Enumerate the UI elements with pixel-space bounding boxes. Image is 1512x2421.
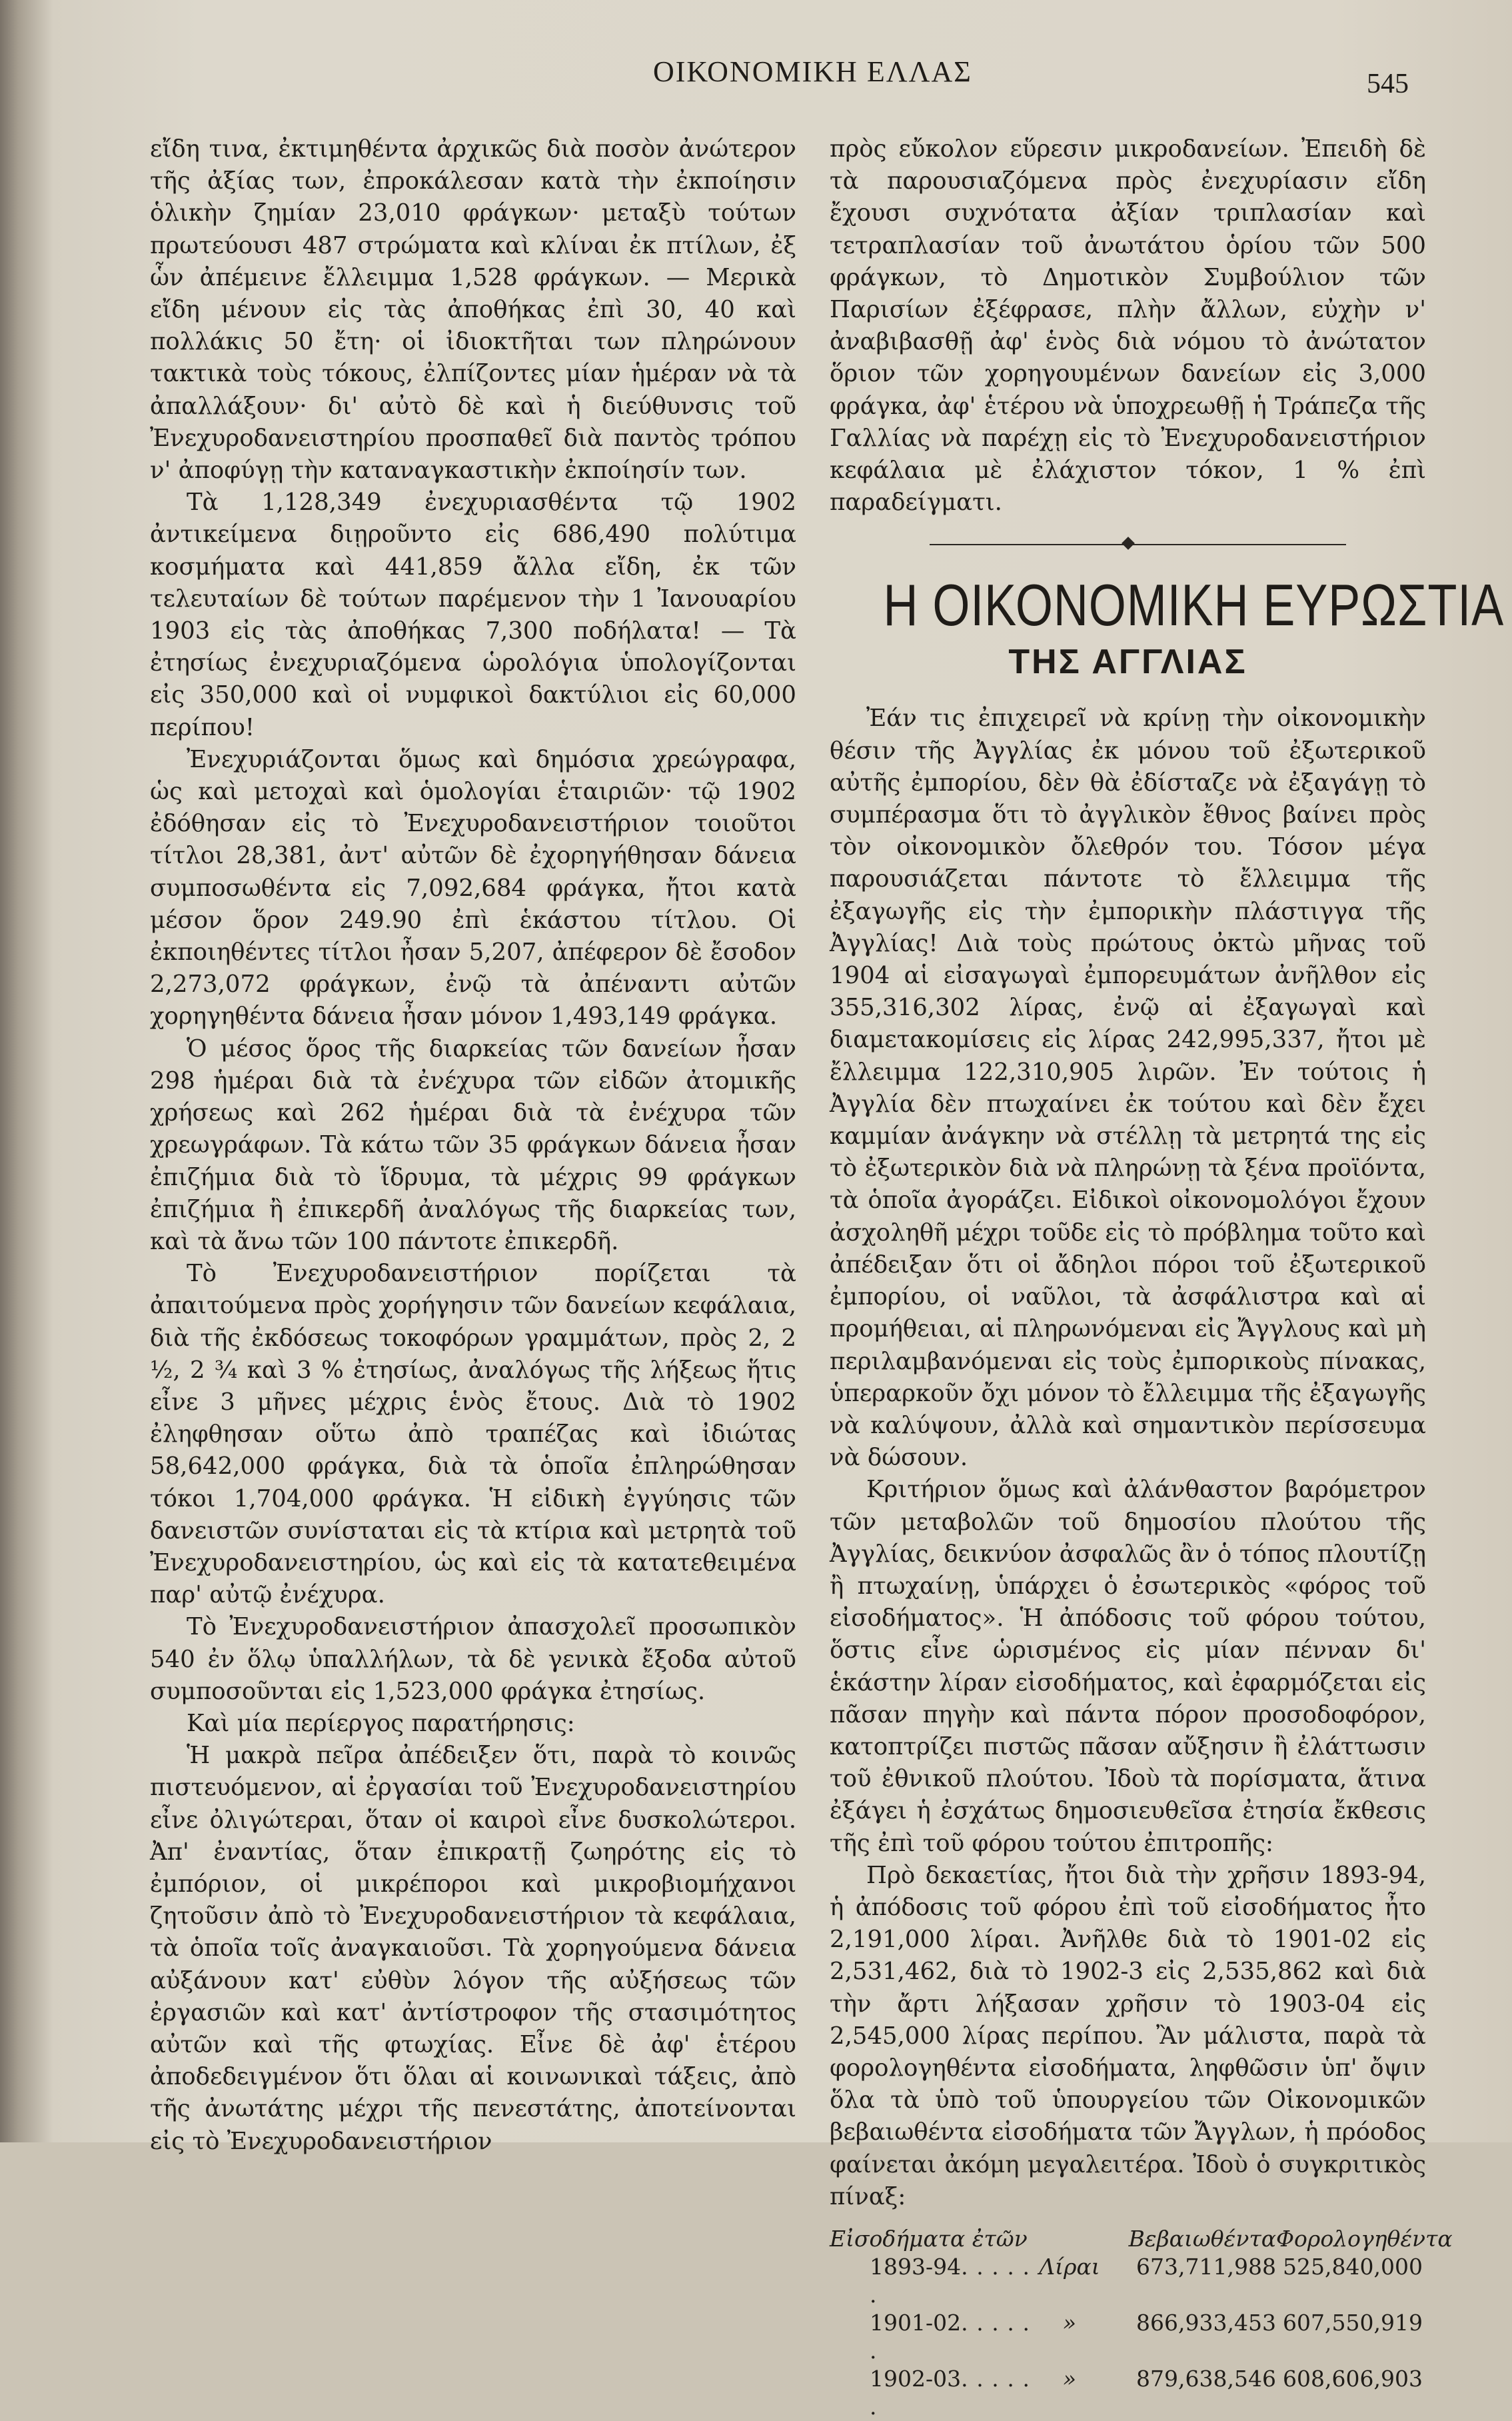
table-cell: Λίραι [1039, 2253, 1100, 2280]
table-cell: » [1062, 2365, 1077, 2392]
table-cell: 608,606,903 [1283, 2365, 1423, 2392]
paragraph: εἴδη τινα, ἐκτιμηθέντα ἀρχικῶς διὰ ποσὸν ἀνώτερον τῆς ἀξίας των, ἐπροκάλεσαν κατὰ τὴν ἐκποίησιν ὁλικὴν ζημίαν 23,010 φράγκων· μεταξὺ τούτων πρωτεύουσι 487 στρώματα καὶ κλίναι ἐκ πτίλων, ἐξ ὧν ἀπέμεινε ἔλλειμμα 1,528 φράγκων. — Μερικὰ εἴδη μένουν εἰς τὰς ἀποθήκας ἐπὶ 30, 40 καὶ πολλάκις 50 ἔτη· οἱ ἰδιοκτῆται των πληρώνουν τακτικὰ τοὺς τόκους, ἐλπίζοντες μίαν ἡμέραν νὰ τὰ ἀπαλλάξουν· δι' αὐτὸ δὲ καὶ ἡ διεύθυνσις τοῦ Ἐνεχυροδανειστηρίου προσπαθεῖ διὰ παντὸς τρόπου ν' ἀποφύγῃ τὴν καταναγκαστικὴν ἐκποίησίν των. [150, 135, 796, 485]
table-row [830, 2253, 1426, 2309]
table-header-row [830, 2225, 1453, 2253]
table-cell: 1901-02. . . . . . [870, 2309, 1030, 2364]
paragraph: Τὸ Ἐνεχυροδανειστήριον πορίζεται τὰ ἀπαιτούμενα πρὸς χορήγησιν τῶν δανείων κεφάλαια, διὰ τῆς ἐκδόσεως τοκοφόρων γραμμάτων, πρὸς 2, 2 ½, 2 ¾ καὶ 3 % ἐτησίως, ἀναλόγως τῆς λήξεως ἥτις εἶνε 3 μῆνες μέχρις ἑνὸς ἔτους. Διὰ τὸ 1902 ἐληφθησαν οὕτω ἀπὸ τραπέζας καὶ ἰδιώτας 58,642,000 φράγκα, διὰ τὰ ὁποῖα ἐπληρώθησαν τόκοι 1,704,000 φράγκα. Ἡ εἰδικὴ ἐγγύησις τῶν δανειστῶν συνίσταται εἰς τὰ κτίρια καὶ μετρητὰ τοῦ Ἐνεχυροδανειστηρίου, ὡς καὶ εἰς τὰ κατατεθειμένα παρ' αὐτῷ ἐνέχυρα. [150, 1260, 796, 1609]
table-cell: 607,550,919 [1283, 2309, 1423, 2336]
article-subtitle: ΤΗΣ ΑΓΓΛΙΑΣ [1008, 643, 1247, 682]
table-cell: 525,840,000 [1283, 2253, 1423, 2280]
paragraph: Ἡ μακρὰ πεῖρα ἀπέδειξεν ὅτι, παρὰ τὸ κοινῶς πιστευόμενον, αἱ ἐργασίαι τοῦ Ἐνεχυροδανειστηρίου εἶνε ὀλιγώτεραι, ὅταν οἱ καιροὶ εἶνε δυσκολώτεροι. Ἀπ' ἐναντίας, ὅταν ἐπικρατῇ ζωηρότης εἰς τὸ ἐμπόριον, οἱ μικρέποροι καὶ μικροβιομήχανοι ζητοῦσιν ἀπὸ τὸ Ἐνεχυροδανειστήριον τὰ κεφάλαια, τὰ ὁποῖα τοῖς ἀναγκαιοῦσι. Τὰ χορηγούμενα δάνεια αὐξάνουν κατ' εὐθὺν λόγον τῆς αὐξήσεως τῶν ἐργασιῶν καὶ κατ' ἀντίστροφον τῆς στασιμότητος αὐτῶν καὶ τῆς φτωχίας. Εἶνε δὲ ἀφ' ἑτέρου ἀποδεδειγμένον ὅτι ὅλαι αἱ κοινωνικαὶ τάξεις, ἀπὸ τῆς ἀνωτάτης μέχρι τῆς πενεστάτης, ἀποτείνονται εἰς τὸ Ἐνεχυροδανειστήριον [150, 1742, 796, 2155]
page-header [80, 40, 1485, 100]
paragraph: Τὸ Ἐνεχυροδανειστήριον ἀπασχολεῖ προσωπικὸν 540 ἐν ὅλῳ ὑπαλλήλων, τὰ δὲ γενικὰ ἔξοδα αὐτοῦ συμποσοῦνται εἰς 1,523,000 φράγκα ἐτησίως. [150, 1613, 796, 1705]
section-divider [830, 525, 1426, 565]
left-column [150, 133, 796, 2158]
divider-rule [930, 544, 1346, 545]
running-title: ΟΙΚΟΝΟΜΙΚΗ ΕΛΛΑΣ [653, 55, 972, 88]
paragraph: Καὶ μία περίεργος παρατήρησις: [187, 1709, 575, 1737]
paragraph: Πρὸ δεκαετίας, ἤτοι διὰ τὴν χρῆσιν 1893-94, ἡ ἀπόδοσις τοῦ φόρου ἐπὶ τοῦ εἰσοδήματος ἦτο 2,191,000 λίραι. Ἀνῆλθε διὰ τὸ 1901-02 εἰς 2,531,462, διὰ τὸ 1902-3 εἰς 2,535,862 καὶ διὰ τὴν ἄρτι λήξασαν χρῆσιν τὸ 1903-04 εἰς 2,545,000 λίρας περίπου. Ἂν μάλιστα, παρὰ τὰ φορολογηθέντα εἰσοδήματα, ληφθῶσιν ὑπ' ὄψιν ὅλα τὰ ὑπὸ τοῦ ὑπουργείου τῶν Οἰκονομικῶν βεβαιωθέντα εἰσοδήματα τῶν Ἄγγλων, ἡ πρόοδος φαίνεται ἀκόμη μεγαλειτέρα. Ἰδοὺ ὁ συγκριτικὸς πίναξ: [830, 1861, 1426, 2210]
paragraph: Ἐάν τις ἐπιχειρεῖ νὰ κρίνῃ τὴν οἰκονομικὴν θέσιν τῆς Ἀγγλίας ἐκ μόνου τοῦ ἐξωτερικοῦ αὐτῆς ἐμπορίου, δὲν θὰ ἐδίσταζε νὰ ἐξαγάγῃ τὸ συμπέρασμα ὅτι τὸ ἀγγλικὸν ἔθνος βαίνει πρὸς τὸν οἰκονομικὸν ὄλεθρόν του. Τόσον μέγα παρουσιάζεται πάντοτε τὸ ἔλλειμμα τῆς ἐξαγωγῆς εἰς τὴν ἐμπορικὴν πλάστιγγα τῆς Ἀγγλίας! Διὰ τοὺς πρώτους ὀκτὼ μῆνας τοῦ 1904 αἱ εἰσαγωγαὶ ἐμπορευμάτων ἀνῆλθον εἰς 355,316,302 λίρας, ἐνῷ αἱ ἐξαγωγαὶ καὶ διαμετακομίσεις εἰς λίρας 242,995,337, ἤτοι μὲ ἔλλειμμα 122,310,905 λιρῶν. Ἐν τούτοις ἡ Ἀγγλία δὲν πτωχαίνει ἐκ τούτου καὶ δὲν ἔχει καμμίαν ἀνάγκην νὰ στέλλῃ τὰ μετρητά της εἰς τὸ ἐξωτερικὸν διὰ νὰ πληρώνῃ τὰ ξένα προϊόντα, τὰ ὁποῖα ἀγοράζει. Εἰδικοὶ οἰκονομολόγοι ἔχουν ἀσχοληθῆ μέχρι τοῦδε εἰς τὸ πρόβλημα τοῦτο καὶ ἀπέδειξαν ὅτι οἱ ἄδηλοι πόροι τοῦ ἐξωτερικοῦ ἐμπορίου, οἱ ναῦλοι, τὰ ἀσφάλιστρα καὶ αἱ προμήθειαι, αἱ πληρωνόμεναι εἰς Ἄγγλους καὶ μὴ περιλαμβανόμεναι εἰς τοὺς ἐμπορικοὺς πίνακας, ὑπεραρκοῦν ὄχι μόνον τὸ ἔλλειμμα τῆς ἐξαγωγῆς νὰ καλύψουν, ἀλλὰ καὶ σημαντικὸν περίσσευμα νὰ δώσουν. [830, 705, 1426, 1472]
table-header-cell: Εἰσοδήματα ἐτῶν [830, 2225, 1028, 2252]
continued-paragraph: πρὸς εὔκολον εὕρεσιν μικροδανείων. Ἐπειδὴ δὲ τὰ παρουσιαζόμενα πρὸς ἐνεχυρίασιν εἴδη ἔχουσι συχνότατα ἀξίαν τριπλασίαν καὶ τετραπλασίαν τοῦ ἀνωτάτου ὁρίου τῶν 500 φράγκων, τὸ Δημοτικὸν Συμβούλιον τῶν Παρισίων ἐξέφρασε, πλὴν ἄλλων, εὐχὴν ν' ἀναβιβασθῇ ἀφ' ἑνὸς διὰ νόμου τὸ ἀνώτατον ὅριον τῶν χορηγουμένων δανείων εἰς 3,000 φράγκα, ἀφ' ἑτέρου νὰ ὑποχρεωθῇ ἡ Τράπεζα τῆς Γαλλίας νὰ παρέχῃ εἰς τὸ Ἐνεχυροδανειστήριον κεφάλαια μὲ ἐλάχιστον τόκον, 1 % ἐπὶ παραδείγματι. [830, 135, 1426, 517]
article-title: Η ΟΙΚΟΝΟΜΙΚΗ ΕΥΡΩΣΤΙΑ [883, 572, 1505, 639]
paragraph: Ὁ μέσος ὅρος τῆς διαρκείας τῶν δανείων ἦσαν 298 ἡμέραι διὰ τὰ ἐνέχυρα τῶν εἰδῶν ἀτομικῆς χρήσεως καὶ 262 ἡμέραι διὰ τὰ ἐνέχυρα τῶν χρεωγράφων. Τὰ κάτω τῶν 35 φράγκων δάνεια ἦσαν ἐπιζήμια διὰ τὸ ἵδρυμα, τὰ μέχρις 99 φράγκων ἐπιζήμια ἢ ἐπικερδῆ ἀναλόγως τῆς διαρκείας των, καὶ τὰ ἄνω τῶν 100 πάντοτε ἐπικερδῆ. [150, 1035, 796, 1255]
table-cell: 673,711,988 [1136, 2253, 1276, 2280]
right-column [830, 133, 1505, 2421]
table-cell: 879,638,546 [1136, 2365, 1276, 2392]
table-cell: 866,933,453 [1136, 2309, 1276, 2336]
table-row [830, 2309, 1426, 2365]
paragraph: Ἐνεχυριάζονται ὅμως καὶ δημόσια χρεώγραφα, ὡς καὶ μετοχαὶ καὶ ὁμολογίαι ἑταιριῶν· τῷ 1902 ἐδόθησαν εἰς τὸ Ἐνεχυροδανειστήριον τοιοῦτοι τίτλοι 28,381, ἀντ' αὐτῶν δὲ ἐχορηγήθησαν δάνεια συμποσωθέντα εἰς 7,092,684 φράγκα, ἤτοι κατὰ μέσον ὅρον 249.90 ἐπὶ ἑκάστου τίτλου. Οἱ ἐκποιηθέντες τίτλοι ἦσαν 5,207, ἀπέφερον δὲ ἔσοδον 2,273,072 φράγκων, ἐνῷ τὰ ἀπέναντι αὐτῶν χορηγηθέντα δάνεια ἦσαν μόνον 1,493,149 φράγκα. [150, 745, 796, 1031]
paragraph: Τὰ 1,128,349 ἐνεχυριασθέντα τῷ 1902 ἀντικείμενα διῃροῦντο εἰς 686,490 πολύτιμα κοσμήματα καὶ 441,859 ἄλλα εἴδη, ἐκ τῶν τελευταίων δὲ τούτων παρέμενον τὴν 1 Ἰανουαρίου 1903 εἰς τὰς ἀποθήκας 7,300 ποδήλατα! — Τὰ ἐτησίως ἐνεχυριαζόμενα ὡρολόγια ὑπολογίζονται εἰς 350,000 καὶ οἱ νυμφικοὶ δακτύλιοι εἰς 60,000 περίπου! [150, 489, 796, 741]
table-header-cell: Φορολογηθέντα [1276, 2225, 1453, 2252]
table-row [830, 2365, 1426, 2421]
table-cell: » [1062, 2309, 1077, 2336]
table-cell: 1893-94. . . . . . [870, 2253, 1030, 2308]
paragraph: Κριτήριον ὅμως καὶ ἀλάνθαστον βαρόμετρον τῶν μεταβολῶν τοῦ δημοσίου πλούτου τῆς Ἀγγλίας, δεικνύον ἀσφαλῶς ἂν ὁ τόπος πλουτίζῃ ἢ πτωχαίνῃ, ὑπάρχει ὁ ἐσωτερικὸς «φόρος τοῦ εἰσοδήματος». Ἡ ἀπόδοσις τοῦ φόρου τούτου, ὅστις εἶνε ὡρισμένος εἰς μίαν πένναν δι' ἑκάστην λίραν εἰσοδήματος, καὶ ἐφαρμόζεται εἰς πᾶσαν πηγὴν καὶ πάντα πόρον προσοδοφόρον, κατοπτρίζει πιστῶς πᾶσαν αὔξησιν ἢ ἐλάττωσιν τοῦ ἐθνικοῦ πλούτου. Ἰδοὺ τὰ πορίσματα, ἅτινα ἐξάγει ἡ ἐσχάτως δημοσιευθεῖσα ἐτησία ἔκθεσις τῆς ἐπὶ τοῦ φόρου τούτου ἐπιτροπῆς: [830, 1476, 1426, 1857]
income-table [830, 2225, 1453, 2421]
page-number: 545 [1367, 69, 1409, 99]
divider-ornament-icon [1122, 537, 1135, 551]
table-cell: 1902-03. . . . . . [870, 2365, 1030, 2420]
table-header-cell: Βεβαιωθέντα [1128, 2225, 1276, 2252]
